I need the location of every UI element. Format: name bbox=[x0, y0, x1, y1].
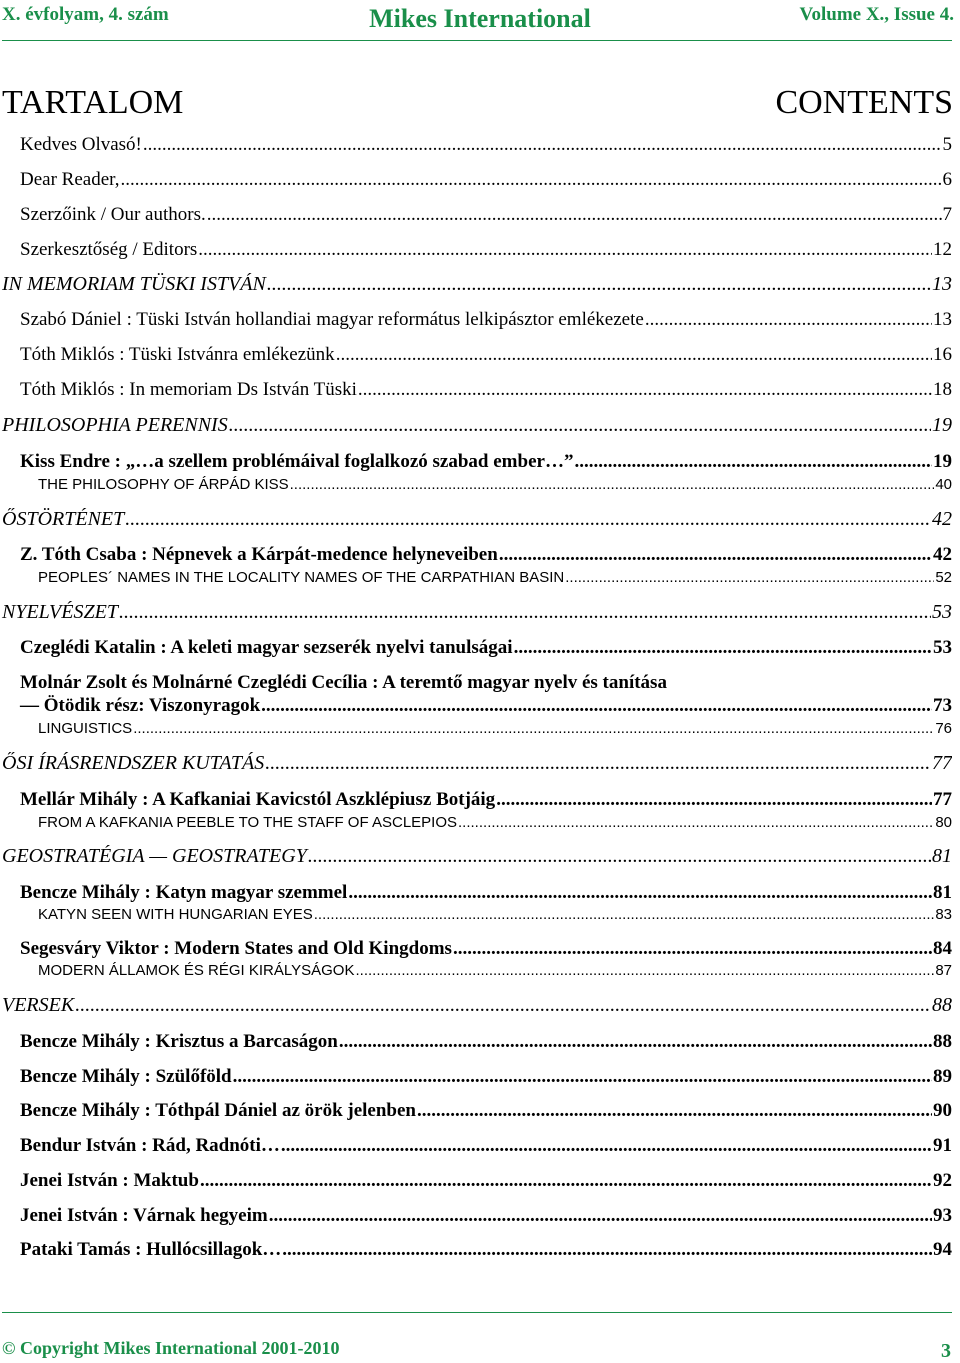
toc-entry[interactable] bbox=[0, 1100, 952, 1122]
toc-entry-page: 91 bbox=[933, 1135, 952, 1156]
toc-leader bbox=[282, 1239, 932, 1261]
toc-entry-page: 7 bbox=[942, 204, 952, 225]
running-header bbox=[0, 2, 960, 36]
toc-entry-page: 84 bbox=[933, 938, 952, 959]
toc-entry-page: 13 bbox=[933, 309, 952, 330]
toc-subentry[interactable] bbox=[0, 569, 952, 586]
toc-entry-title: Jenei István : Maktub bbox=[20, 1170, 199, 1191]
toc-leader bbox=[565, 569, 934, 586]
toc-leader bbox=[261, 695, 932, 717]
toc-entry[interactable] bbox=[0, 882, 952, 904]
toc-entry-title: Bendur István : Rád, Radnóti… bbox=[20, 1135, 280, 1156]
toc-subentry-title: LINGUISTICS bbox=[38, 720, 133, 737]
toc-entry-page: 81 bbox=[933, 882, 952, 903]
toc-section[interactable] bbox=[0, 845, 952, 868]
toc-section-page: 13 bbox=[932, 273, 952, 295]
toc-entry[interactable] bbox=[0, 637, 952, 659]
toc-section-page: 81 bbox=[932, 845, 952, 867]
toc-entry-title: Kiss Endre : „…a szellem problémáival foglalkozó szabad ember…” bbox=[20, 451, 574, 472]
toc-entry[interactable] bbox=[0, 344, 952, 366]
toc-entry[interactable] bbox=[0, 204, 952, 226]
title-tartalom: TARTALOM bbox=[2, 84, 184, 121]
header-issue-hu: X. évfolyam, 4. szám bbox=[2, 4, 169, 25]
toc-leader bbox=[233, 1066, 932, 1088]
toc-entry[interactable] bbox=[0, 1135, 952, 1157]
toc-entry[interactable] bbox=[0, 1205, 952, 1227]
title-contents: CONTENTS bbox=[775, 84, 953, 121]
toc-entry-title: Kedves Olvasó! bbox=[20, 134, 142, 155]
toc-leader bbox=[514, 637, 932, 659]
toc-section-page: 53 bbox=[932, 601, 952, 623]
toc-leader bbox=[290, 476, 935, 493]
toc-subentry-page: 83 bbox=[935, 906, 952, 923]
toc-leader bbox=[574, 451, 932, 473]
toc-subentry-page: 76 bbox=[935, 720, 952, 737]
toc-entry[interactable] bbox=[0, 134, 952, 156]
toc-entry-title: Tóth Miklós : In memoriam Ds István Tüski bbox=[20, 379, 357, 400]
toc-subentry-page: 87 bbox=[935, 962, 952, 979]
toc-entry[interactable] bbox=[0, 938, 952, 960]
toc-entry[interactable] bbox=[0, 239, 952, 261]
toc-leader bbox=[358, 379, 932, 401]
toc-entry-page: 88 bbox=[933, 1031, 952, 1052]
toc-entry-page: 92 bbox=[933, 1170, 952, 1191]
toc-subentry[interactable] bbox=[0, 814, 952, 831]
toc-section-page: 77 bbox=[932, 752, 952, 774]
toc-subentry-page: 52 bbox=[935, 569, 952, 586]
toc-section-title: ŐSI ÍRÁSRENDSZER KUTATÁS bbox=[2, 752, 265, 774]
toc-entry[interactable] bbox=[0, 451, 952, 473]
toc-entry-title-line1: Molnár Zsolt és Molnárné Czeglédi Cecília : A teremtő magyar nyelv és tanítása bbox=[20, 672, 667, 693]
toc-entry[interactable] bbox=[0, 1239, 952, 1261]
toc-section-title: IN MEMORIAM TÜSKI ISTVÁN bbox=[2, 273, 266, 295]
toc-subentry-title: THE PHILOSOPHY OF ÁRPÁD KISS bbox=[38, 476, 289, 493]
toc-leader bbox=[496, 789, 932, 811]
toc-entry[interactable] bbox=[0, 789, 952, 811]
toc-entry[interactable] bbox=[0, 544, 952, 566]
toc-subentry-title: FROM A KAFKANIA PEEBLE TO THE STAFF OF ASCLEPIOS bbox=[38, 814, 458, 831]
toc-entry[interactable] bbox=[0, 1066, 952, 1088]
toc-section[interactable] bbox=[0, 601, 952, 624]
toc-entry[interactable] bbox=[0, 1170, 952, 1192]
toc-entry-page: 94 bbox=[933, 1239, 952, 1260]
toc-section[interactable] bbox=[0, 273, 952, 296]
toc-section-title: NYELVÉSZET bbox=[2, 601, 118, 623]
toc-entry-title: Szerkesztőség / Editors bbox=[20, 239, 198, 260]
toc-entry-page: 12 bbox=[933, 239, 952, 260]
toc-entry-page: 77 bbox=[933, 789, 952, 810]
toc-leader bbox=[355, 962, 934, 979]
toc-subentry-title: PEOPLES´ NAMES IN THE LOCALITY NAMES OF THE CARPATHIAN BASIN bbox=[38, 569, 565, 586]
toc-entry-title: Szabó Dániel : Tüski István hollandiai magyar református lelkipásztor emlékezete bbox=[20, 309, 644, 330]
toc-entry-title: Tóth Miklós : Tüski Istvánra emlékezünk bbox=[20, 344, 335, 365]
toc-section[interactable] bbox=[0, 994, 952, 1017]
toc-subentry[interactable] bbox=[0, 962, 952, 979]
toc-entry-page: 16 bbox=[933, 344, 952, 365]
footer-rule bbox=[2, 1312, 952, 1313]
toc-leader bbox=[200, 1170, 932, 1192]
toc-entry-page: 42 bbox=[933, 544, 952, 565]
toc-entry-title: Jenei István : Várnak hegyeim bbox=[20, 1205, 268, 1226]
toc-entry-page: 5 bbox=[942, 134, 952, 155]
toc-subentry-page: 80 bbox=[935, 814, 952, 831]
toc-entry-page: 90 bbox=[933, 1100, 952, 1121]
toc-entry-title: Szerzőink / Our authors. bbox=[20, 204, 206, 225]
toc-section[interactable] bbox=[0, 414, 952, 437]
toc-entry-title: Bencze Mihály : Katyn magyar szemmel bbox=[20, 882, 348, 903]
toc-leader bbox=[119, 601, 931, 624]
toc-leader bbox=[458, 814, 934, 831]
toc-section-page: 88 bbox=[932, 994, 952, 1016]
toc-leader bbox=[336, 344, 932, 366]
toc-subentry[interactable] bbox=[0, 906, 952, 923]
toc-subentry-page: 40 bbox=[935, 476, 952, 493]
header-issue-en: Volume X., Issue 4. bbox=[799, 4, 954, 25]
toc-entry-title: — Ötödik rész: Viszonyragok bbox=[20, 695, 261, 716]
toc-section[interactable] bbox=[0, 508, 952, 531]
toc-leader bbox=[645, 309, 932, 331]
toc-entry-page: 73 bbox=[933, 695, 952, 716]
toc-leader bbox=[265, 752, 931, 775]
toc-section-title: VERSEK bbox=[2, 994, 75, 1016]
toc-entry-page: 19 bbox=[933, 451, 952, 472]
toc-section-page: 19 bbox=[932, 414, 952, 436]
toc-subentry-title: KATYN SEEN WITH HUNGARIAN EYES bbox=[38, 906, 313, 923]
toc-leader bbox=[281, 1135, 932, 1157]
toc-section-title: GEOSTRATÉGIA — GEOSTRATEGY bbox=[2, 845, 307, 867]
toc-entry-page: 93 bbox=[933, 1205, 952, 1226]
toc-section-title: ŐSTÖRTÉNET bbox=[2, 508, 125, 530]
toc-leader bbox=[229, 414, 931, 437]
toc-section[interactable] bbox=[0, 752, 952, 775]
footer-copyright: © Copyright Mikes International 2001-2010 bbox=[2, 1338, 340, 1358]
toc-leader bbox=[120, 169, 941, 191]
toc-entry-page: 89 bbox=[933, 1066, 952, 1087]
toc-leader bbox=[133, 720, 934, 737]
toc-leader bbox=[417, 1100, 932, 1122]
toc-entry-title: Segesváry Viktor : Modern States and Old Kingdoms bbox=[20, 938, 452, 959]
toc-leader bbox=[143, 134, 942, 156]
toc-entry-title: Bencze Mihály : Tóthpál Dániel az örök jelenben bbox=[20, 1100, 416, 1121]
toc-entry-title: Mellár Mihály : A Kafkaniai Kavicstól Aszklépiusz Botjáig bbox=[20, 789, 496, 810]
toc-leader bbox=[314, 906, 935, 923]
toc-leader bbox=[207, 204, 942, 226]
toc-leader bbox=[267, 273, 931, 296]
toc-leader bbox=[198, 239, 932, 261]
header-journal-title: Mikes International bbox=[369, 4, 591, 33]
toc-entry-title: Bencze Mihály : Krisztus a Barcaságon bbox=[20, 1031, 338, 1052]
toc-entry-title: Z. Tóth Csaba : Népnevek a Kárpát-medence helyneveiben bbox=[20, 544, 498, 565]
toc-entry-title: Czeglédi Katalin : A keleti magyar sezserék nyelvi tanulságai bbox=[20, 637, 513, 658]
toc-entry[interactable] bbox=[0, 695, 952, 717]
toc-subentry-title: MODERN ÁLLAMOK ÉS RÉGI KIRÁLYSÁGOK bbox=[38, 962, 355, 979]
toc-entry-page: 6 bbox=[942, 169, 952, 190]
toc-leader bbox=[308, 845, 931, 868]
toc-entry-page: 18 bbox=[933, 379, 952, 400]
toc-leader bbox=[348, 882, 932, 904]
toc-leader bbox=[339, 1031, 932, 1053]
toc-section-title: PHILOSOPHIA PERENNIS bbox=[2, 414, 228, 436]
toc-leader bbox=[453, 938, 932, 960]
toc-entry[interactable] bbox=[0, 1031, 952, 1053]
toc-section-page: 42 bbox=[932, 508, 952, 530]
toc-leader bbox=[269, 1205, 932, 1227]
toc-entry-title: Bencze Mihály : Szülőföld bbox=[20, 1066, 232, 1087]
header-rule bbox=[2, 40, 952, 41]
toc-subentry[interactable] bbox=[0, 720, 952, 737]
toc-leader bbox=[75, 994, 931, 1017]
toc-entry[interactable] bbox=[0, 309, 952, 331]
toc-entry[interactable] bbox=[0, 169, 952, 191]
toc-entry-title: Dear Reader, bbox=[20, 169, 120, 190]
toc-leader bbox=[499, 544, 932, 566]
toc-leader bbox=[125, 508, 931, 531]
toc-entry[interactable] bbox=[0, 379, 952, 401]
toc-subentry[interactable] bbox=[0, 476, 952, 493]
toc-entry-title: Pataki Tamás : Hullócsillagok… bbox=[20, 1239, 282, 1260]
toc-entry-page: 53 bbox=[933, 637, 952, 658]
footer-page-number: 3 bbox=[941, 1340, 951, 1362]
